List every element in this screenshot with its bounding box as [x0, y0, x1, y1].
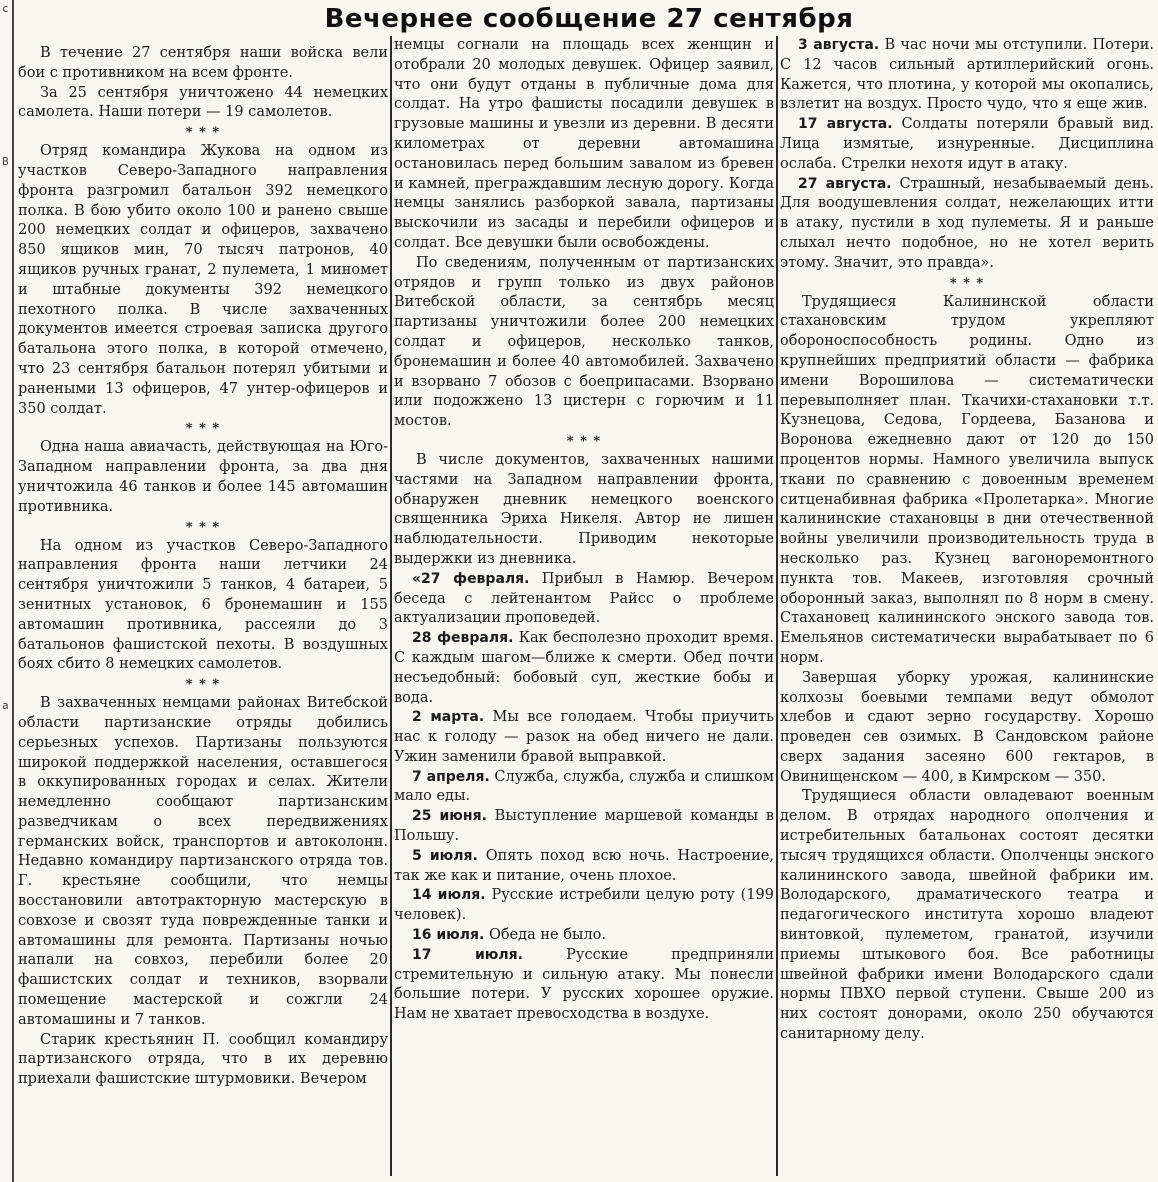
- article-paragraph: немцы согнали на площадь всех женщин и отобрали 20 молодых девушек. Офицер заявил, что они будут отданы в публичные дома для солдат. На утро фашисты посадили девушек в грузовые машины и увезли из деревни. В десяти километрах от деревни автомашина остановилась перед большим завалом из бревен и камней, преграждавшим лесную дорогу. Когда немцы занялись разборкой завала, партизаны выскочили из засады и перебили офицеров и солдат. Все девушки были освобождены.: [394, 37, 774, 251]
- edge-fragment: [0, 68, 12, 85]
- diary-entry-text: Выступление маршевой команды в Польшу.: [394, 808, 774, 845]
- section-separator-stars: * * *: [185, 519, 221, 535]
- edge-fragment: [0, 272, 12, 289]
- edge-fragment: [0, 425, 12, 442]
- edge-fragment: [0, 833, 12, 850]
- edge-fragment: [0, 510, 12, 527]
- adjacent-column-edge: [0, 0, 14, 1182]
- article-paragraph: В захваченных немцами районах Витебской области партизанские отряды добились серьезных успехов. Партизаны пользуются широкой поддержкой населения, оставшегося в оккупированных городах и селах. Жители немедленно сообщают партизанским разведчикам о всех передвижениях германских войск, транспортов и автоколонн. Недавно командиру партизанского отряда тов. Г. крестьяне сообщили, что немцы восстановили автотракторную мастерскую в совхозе и свозят туда поврежденные танки и автомашины для ремонта. Партизаны ночью напали на совхоз, перебили более 20 фашистских солдат и техников, взорвали помещение мастерской и сожгли 24 автомашины и 7 танков.: [18, 695, 388, 1028]
- edge-fragment: [0, 340, 12, 357]
- article-paragraph: Трудящиеся области овладевают военным делом. В отрядах народного ополчения и истребительных батальонах состоят десятки тысяч трудящихся области. Ополченцы энского калининского завода, швейной фабрики им. Володарского, драматического театра и педагогического института хорошо владеют винтовкой, пулеметом, гранатой, изучили приемы штыкового боя. Все работницы швейной фабрики имени Володарского сдали нормы ПВХО первой ступени. Свыше 200 из них состоят донорами, около 250 обучаются санитарному делу.: [780, 788, 1154, 1043]
- edge-fragment: [0, 442, 12, 459]
- edge-fragment: [0, 646, 12, 663]
- article-paragraph: Старик крестьянин П. сообщил командиру партизанского отряда, что в их деревню приехали фашистские штурмовики. Вечером: [18, 1031, 388, 1088]
- edge-fragment: [0, 136, 12, 153]
- article-paragraph: На одном из участков Северо-Западного направления фронта наши летчики 24 сентября уничтожили 5 танков, 4 батареи, 5 зенитных установок, 6 бронемашин и 155 автомашин противника, рассеяли до 3 батальонов фашистской пехоты. В воздушных боях сбито 8 немецких самолетов.: [18, 537, 388, 673]
- diary-entry-date: 2 марта.: [412, 709, 485, 726]
- edge-fragment: [0, 408, 12, 425]
- article-paragraph: По сведениям, полученным от партизанских отрядов и групп только из двух районов Витебской области, за сентябрь месяц партизаны уничтожили более 200 немецких солдат и офицеров, несколько танков, бронемашин и более 40 автомобилей. Захвачено и взорвано 7 обозов с боеприпасами. Взорвано или подожжено 13 цистерн с горючим и 11 мостов.: [394, 254, 774, 430]
- section-separator-stars: * * *: [566, 433, 602, 449]
- diary-entry: [780, 115, 1154, 174]
- page-title: Вечернее сообщение 27 сентября: [324, 4, 854, 34]
- edge-fragment: [0, 612, 12, 629]
- edge-fragment: [0, 561, 12, 578]
- edge-fragment: [0, 459, 12, 476]
- edge-fragment: В: [2, 155, 9, 168]
- diary-entry: [394, 926, 774, 946]
- section-separator-stars: * * *: [185, 421, 221, 437]
- diary-entry-date: 27 августа.: [798, 175, 892, 192]
- edge-fragment: [0, 289, 12, 306]
- column-3: [780, 36, 1154, 1170]
- diary-entry: [780, 175, 1154, 274]
- diary-entry-date: 3 августа.: [798, 37, 880, 53]
- edge-fragment: [0, 629, 12, 646]
- edge-fragment: с: [2, 2, 9, 15]
- diary-entry: [394, 768, 774, 808]
- article-paragraph: Одна наша авиачасть, действующая на Юго-Западном направлении фронта, за два дня уничтожила 46 танков и более 145 автомашин противника.: [18, 439, 388, 515]
- edge-fragment: [0, 935, 12, 952]
- diary-entry-text: Прибыл в Намюр. Вечером беседа с лейтенантом Райсс о проблеме актуализации проповедей.: [394, 570, 774, 627]
- edge-fragment: [0, 918, 12, 935]
- edge-fragment: [0, 102, 12, 119]
- diary-entry-date: 17 июля.: [412, 946, 523, 963]
- edge-fragment: [0, 544, 12, 561]
- diary-entry-text: Русские предприняли стремительную и сильную атаку. Мы понесли большие потери. У русских хорошее оружие. Нам не хватает превосходства в воздухе.: [394, 946, 774, 1023]
- edge-fragment: [0, 374, 12, 391]
- diary-entry: [394, 847, 774, 887]
- edge-fragment: а: [2, 699, 9, 712]
- edge-fragment: [0, 476, 12, 493]
- edge-fragment: [0, 731, 12, 748]
- diary-entry: [394, 629, 774, 708]
- edge-fragment: [0, 170, 12, 187]
- column-rule: [390, 36, 392, 1176]
- column-2: [394, 36, 774, 1170]
- edge-fragment: [0, 765, 12, 782]
- diary-entry-text: Обеда не было.: [484, 927, 607, 944]
- diary-entry-date: 5 июля.: [412, 847, 478, 864]
- article-paragraph: В числе документов, захваченных нашими частями на Западном направлении фронта, обнаружен дневник немецкого военского священника Эриха Никеля. Автор не лишен наблюдательности. Приводим некоторые выдержки из дневника.: [394, 451, 774, 567]
- edge-fragment: [0, 51, 12, 68]
- diary-entry-text: Страшный, незабываемый день. Для воодушевления солдат, нежелающих итти в атаку, пустили в ход пулеметы. Я и раньше слыхал нечто подобное, но не хотел верить этому. Значит, это правда».: [780, 175, 1154, 271]
- diary-entry-date: «27 февраля.: [412, 570, 530, 587]
- edge-fragment: [0, 204, 12, 221]
- diary-entry-text: Служба, служба, служба и слишком мало еды.: [394, 768, 774, 805]
- edge-fragment: [0, 255, 12, 272]
- diary-entry: [394, 807, 774, 847]
- diary-entry: [394, 946, 774, 1025]
- edge-fragment: [0, 680, 12, 697]
- edge-fragment: [0, 782, 12, 799]
- article-paragraph: За 25 сентября уничтожено 44 немецких самолета. Наши потери — 19 самолетов.: [18, 84, 388, 121]
- edge-fragment: [0, 884, 12, 901]
- edge-fragment: [0, 1088, 12, 1105]
- edge-fragment: [0, 816, 12, 833]
- diary-entry: [394, 570, 774, 629]
- edge-fragment: [0, 1003, 12, 1020]
- edge-fragment: [0, 238, 12, 255]
- diary-entry-date: 28 февраля.: [412, 630, 514, 647]
- edge-fragment: [0, 748, 12, 765]
- edge-fragment: [0, 850, 12, 867]
- edge-fragment: [0, 323, 12, 340]
- diary-entry-text: Как бесполезно проходит время. С каждым шагом—ближе к смерти. Обед почти несъедобный: бобовый суп, жесткие бобы и вода.: [394, 630, 774, 706]
- edge-fragment: [0, 1054, 12, 1071]
- edge-fragment: [0, 595, 12, 612]
- edge-fragment: [0, 901, 12, 918]
- edge-fragment: [0, 969, 12, 986]
- edge-fragment: [0, 187, 12, 204]
- article-paragraph: Трудящиеся Калининской области стахановским трудом укрепляют обороноспособность родины. Одно из крупнейших предприятий области — фабрика имени Ворошилова — систематически перевыполняет план. Ткачихи-стахановки т.т. Кузнецова, Седова, Гордеева, Базанова и Воронова ежедневно дают от 120 до 150 процентов нормы. Намного увеличила выпуск ткани по сравнению с довоенным временем ситценабивная фабрика «Пролетарка». Многие калининские стахановцы в дни отечественной войны увеличили производительность труда в несколько раз. Кузнец вагоноремонтного пункта тов. Макеев, изготовляя срочный оборонный заказ, выполнял по 8 норм в смену. Стахановец калининского энского завода тов. Емельянов систематически вырабатывает по 6 норм.: [780, 293, 1154, 666]
- section-separator-stars: * * *: [185, 677, 221, 693]
- diary-entry-date: 7 апреля.: [412, 768, 490, 785]
- column-1: [18, 44, 388, 1178]
- diary-entry-date: 25 июня.: [412, 808, 487, 825]
- edge-fragment: [0, 221, 12, 238]
- edge-fragment: [0, 578, 12, 595]
- article-paragraph: Завершая уборку урожая, калининские колхозы боевыми темпами ведут обмолот хлебов и сдают зерно государству. Хорошо проведен сев озимых. В Сандовском районе сверх задания засеяно 600 гектаров, в Овинищенском — 400, в Кимрском — 350.: [780, 669, 1154, 785]
- edge-fragment: [0, 357, 12, 374]
- article-paragraph: В течение 27 сентября наши войска вели бои с противником на всем фронте.: [18, 45, 388, 81]
- diary-entry-text: В час ночи мы отступили. Потери. С 12 часов сильный артиллерийский огонь. Кажется, что плотина, у которой мы окопались, взлетит на воздух. Просто чудо, что я еще жив.: [780, 37, 1154, 113]
- edge-fragment: [0, 1071, 12, 1088]
- section-separator-stars: * * *: [185, 125, 221, 141]
- diary-entry: [394, 886, 774, 926]
- diary-entry-text: Опять поход всю ночь. Настроение, так же как и питание, очень плохое.: [394, 847, 774, 884]
- edge-fragment: [0, 391, 12, 408]
- edge-fragment: [0, 17, 12, 34]
- edge-fragment: [0, 85, 12, 102]
- diary-entry-text: Солдаты потеряли бравый вид. Лица измятые, изнуренные. Дисциплина ослаба. Стрелки нехотя идут в атаку.: [780, 116, 1154, 172]
- column-rule: [776, 36, 778, 1176]
- edge-fragment: [0, 119, 12, 136]
- edge-fragment: [0, 952, 12, 969]
- diary-entry-date: 16 июля.: [412, 927, 485, 944]
- diary-entry: [780, 36, 1154, 115]
- edge-fragment: [0, 1020, 12, 1037]
- diary-entry-text: Мы все голодаем. Чтобы приучить нас к голоду — разок на обед ничего не дали. Ужин заменили бравой выправкой.: [394, 709, 774, 765]
- edge-fragment: [0, 799, 12, 816]
- edge-fragment: [0, 1105, 12, 1122]
- edge-fragment: [0, 714, 12, 731]
- edge-fragment: [0, 663, 12, 680]
- diary-entry-date: 14 июля.: [412, 887, 486, 904]
- diary-entry-text: Русские истребили целую роту (199 человек).: [394, 887, 774, 924]
- diary-entry-date: 17 августа.: [798, 116, 893, 133]
- edge-fragment: [0, 493, 12, 510]
- article-paragraph: Отряд командира Жукова на одном из участков Северо-Западного направления фронта разгромил батальон 392 немецкого полка. В бою убито около 100 и ранено свыше 200 немецких солдат и офицеров, захвачено 850 ящиков мин, 70 тысяч патронов, 40 ящиков ручных гранат, 2 пулемета, 1 миномет и штабные документы 392 немецкого пехотного полка. В числе захваченных документов имеется строевая записка другого батальона этого полка, в которой отмечено, что 23 сентября батальон потерял убитыми и ранеными 13 офицеров, 47 унтер-офицеров и 350 солдат.: [18, 143, 388, 417]
- edge-fragment: [0, 34, 12, 51]
- edge-fragment: [0, 1037, 12, 1054]
- edge-fragment: [0, 867, 12, 884]
- section-separator-stars: * * *: [949, 275, 985, 291]
- edge-fragment: [0, 306, 12, 323]
- diary-entry: [394, 708, 774, 767]
- edge-fragment: [0, 986, 12, 1003]
- edge-fragment: [0, 527, 12, 544]
